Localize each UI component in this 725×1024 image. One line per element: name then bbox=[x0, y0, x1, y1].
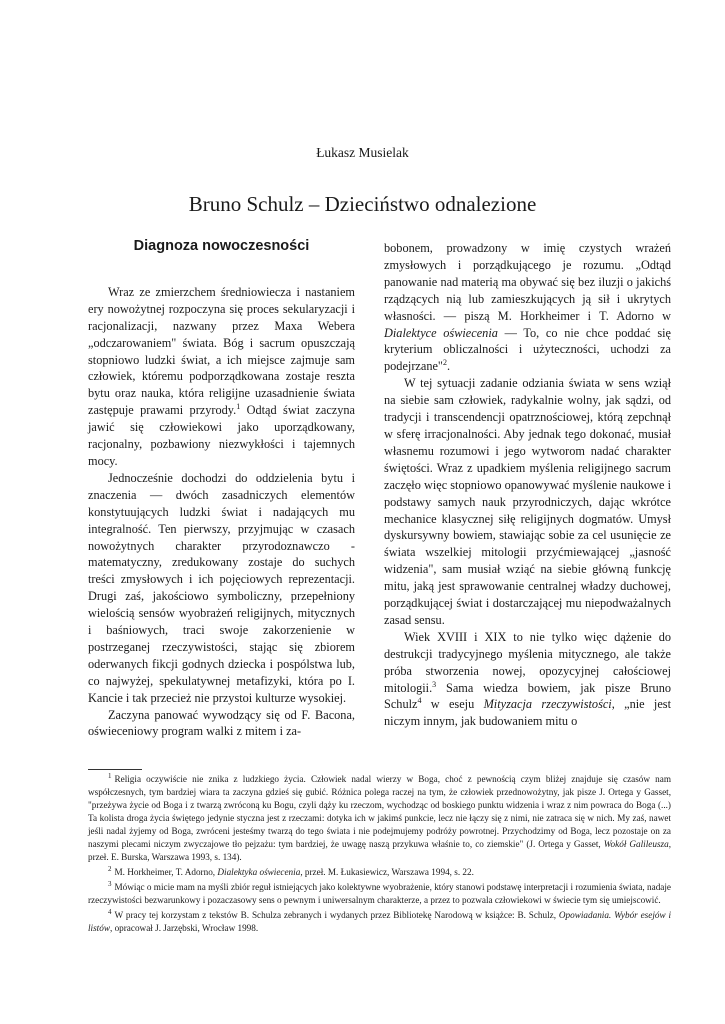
footnote-divider bbox=[88, 769, 142, 770]
footnote: $^2$ M. Horkheimer, T. Adorno, Dialektyka oświecenia, przeł. M. Łukasiewicz, Warszawa 1994, s. 22. bbox=[108, 864, 474, 877]
footnote-ref: 4 bbox=[417, 696, 422, 706]
paragraph: W tej sytuacji zadanie odziania świata w sens wziął na siebie sam człowiek, radykalnie wolny, jak sądzi, od tradycji i transcendencji opatrznościowej, którą zepchnął w sferę irracjonalności. Aby jednak tego dokonać, musiał własnemu rozumowi i jego wytworom nadać charakter świętości. Wraz z upadkiem myślenia religijnego sacrum zaczęło więc stopniowo opanowywać myślenie naukowe i podstawy samych nauk przyrodniczych, dając wkrótce mechanice klasycznej siłę religijnych dogmatów. Umysł dyskursywny bowiem, stawiając sobie za cel usunięcie ze świata wszelkiej mitologii przyćmiewającej „jasność widzenia", sam musiał wziąć na siebie główną funkcję mitu, jaką jest sprawowanie centralnej władzy duchowej, porządkującej świat i dostarczającej mu niepodważalnych zasad sensu. bbox=[384, 376, 671, 627]
paragraph: Wiek XVIII i XIX to nie tylko więc dążenie do destrukcji tradycyjnego myślenia mitycznego, ale także próba stworzenia nowej, opozycyjnej całościowej mitologii.$^3$ Sama wiedza bowiem, jak pisze Bruno Schulz$^4$ w eseju Mityzacja rzeczywistości, „nie jest niczym innym, jak budowaniem mitu o bbox=[384, 629, 671, 729]
footnotes bbox=[88, 773, 671, 937]
footnote-ref: 1 bbox=[236, 402, 241, 412]
paragraph: Wraz ze zmierzchem średniowiecza i nastaniem ery nowożytnej rozpoczyna się proces sekularyzacji i racjonalizacji, nazwany przez Maxa Webera „odczarowaniem" świata. Bóg i sacrum opuszczają stopniowo ludzki świat, a ich miejsce zajmuje sam człowiek, któremu podporządkowana zostaje reszta bytu oraz nauka, która religijne uzasadnienie świata zastępuje prawami przyrody.$^1$ Odtąd świat zaczyna jawić się człowiekowi jako uporządkowany, racjonalny, pozbawiony niezwykłości i tajemnych mocy. bbox=[88, 284, 355, 468]
footnote: $^3$ Mówiąc o micie mam na myśli zbiór reguł istniejących jako kolektywne wyobrażenie, który stanowi podstawę interpretacji i rozumienia świata, nadaje rzeczywistości bezwarunkowy i pozaczasowy sens o pewnym i uniwersalnym charakterze, a przez to pozwala człowiekowi w świecie tym się umiejscowić. bbox=[88, 879, 671, 905]
footnote-ref: 3 bbox=[432, 679, 437, 689]
paragraph: Jednocześnie dochodzi do oddzielenia bytu i znaczenia — dwóch zasadniczych elementów konstytuujących ludzki świat i nadających mu integralność. Ten pierwszy, przyjmując w czasach nowożytnych charakter przyrodoznawczo - matematyczny, zredukowany zostaje do suchych treści zmysłowych i ich pojęciowych reprezentacji. Drugi zaś, jakościowo symboliczny, przepełniony wielością sensów wyobrażeń religijnych, mitycznych i baśniowych, traci swoje zakorzenienie w postrzeganej rzeczywistości, stając się zbiorem oderwanych fikcji godnych dziecka i pospólstwa lub, co najwyżej, spekulatywnej metafizyki, która po I. Kancie i tak przecież nie przystoi kulturze wysokiej. bbox=[88, 470, 355, 705]
section-heading: Diagnoza nowoczesności bbox=[133, 238, 310, 254]
left-column bbox=[88, 238, 355, 740]
paragraph: Zaczyna panować wywodzący się od F. Bacona, oświeceniowy program walki z mitem i za- bbox=[88, 707, 355, 739]
article-title: Bruno Schulz – Dzieciństwo odnalezione bbox=[188, 192, 537, 217]
paragraph: bobonem, prowadzony w imię czystych wrażeń zmysłowych i porządkującego je rozumu. „Odtąd panowanie nad materią ma obywać się bez iluzji o jakichś rządzących nią lub zamieszkujących ją sił i ukrytych własności. — piszą M. Horkheimer i T. Adorno w Dialektyce oświecenia — To, co nie chce poddać się kryterium obliczalności i użyteczności, uchodzi za podejrzane"$^2$. bbox=[384, 241, 671, 374]
right-column bbox=[384, 240, 671, 730]
footnote: $^4$ W pracy tej korzystam z tekstów B. Schulza zebranych i wydanych przez Bibliotekę Narodową w książce: B. Schulz, Opowiadania. Wybór esejów i listów, opracował J. Jarzębski, Wrocław 1998. bbox=[88, 907, 672, 933]
footnote: $^1$ Religia oczywiście nie znika z ludzkiego życia. Człowiek nadal wierzy w Boga, choć z pewnością czym bliżej znajduje się czasów nam współczesnych, tym bardziej wiara ta zaczyna gdzieś się gubić. Różnica polega raczej na tym, że człowiek przednowożytny, jak pisze J. Ortega y Gasset, "przeżywa życie od Boga i z twarzą zwróconą ku Bogu, czyli dąży ku rzeczom, wychodząc od boskiego punktu widzenia i wraz z nim powraca do Boga (...) Ta kolista droga życia świętego jedynie styczna jest z rzeczami: dotyka ich w jakimś punkcie, lecz nie łączy się z nimi, nie zatraca się w nich. My zaś, nawet jeśli nadal żyjemy od Boga, zwróceni jesteśmy twarzą do tego świata i nie podejmujemy podróży powrotnej. Przychodzimy od Boga, lecz pozostaje on za naszymi plecami niczym zwyczajowe tło pejzażu: tym bardziej, że uwagę naszą przykuwa właśnie to, co ziemskie" (J. Ortega y Gasset, Wokół Galileusza, przeł. E. Burska, Warszawa 1993, s. 134). bbox=[88, 771, 671, 862]
author-name: Łukasz Musielak bbox=[316, 145, 409, 160]
footnote-ref: 2 bbox=[442, 358, 447, 368]
